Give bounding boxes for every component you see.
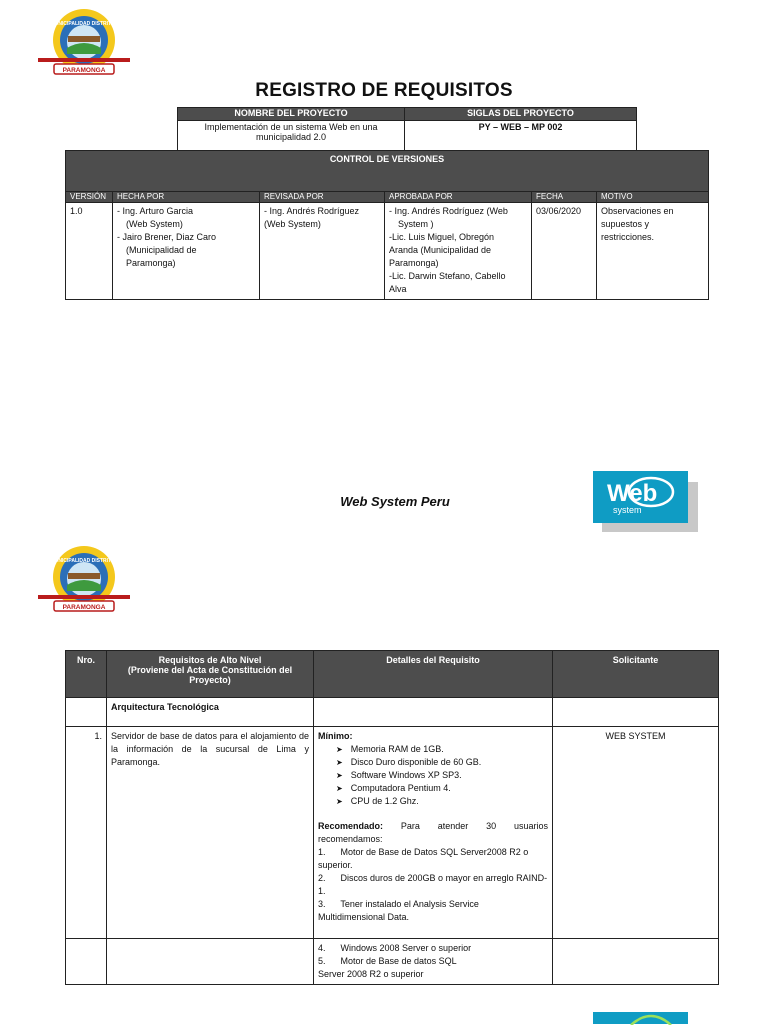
web-system-logo — [593, 471, 688, 523]
list-item: ➤ Computadora Pentium 4. — [336, 782, 548, 795]
continued-item: 5. Motor de Base de datos SQL — [318, 956, 457, 966]
logo-ring-text: MUNICIPALIDAD DISTRITAL — [50, 21, 118, 27]
made-by-line: - Ing. Arturo Garcia — [117, 206, 194, 216]
logo-ring-text: MUNICIPALIDAD DISTRITAL — [50, 558, 118, 564]
approved-by-line: -Lic. Luis Miguel, Obregón — [389, 232, 495, 242]
section-row — [66, 698, 719, 727]
reviewed-by-line: - Ing. Andrés Rodríguez — [264, 206, 360, 216]
minimum-label: Mínimo: — [318, 731, 353, 741]
list-item: ➤ CPU de 1.2 Ghz. — [336, 795, 548, 808]
col-nro: Nro. — [66, 651, 107, 698]
requirement-details — [314, 727, 553, 939]
approved-by-line: Aranda (Municipalidad de — [389, 245, 492, 255]
recommended-label: Recomendado: — [318, 821, 384, 831]
section-label: Arquitectura Tecnológica — [107, 698, 314, 727]
web-system-logo-mark — [593, 471, 688, 523]
brand-small-text: system — [613, 505, 642, 515]
web-system-logo-partial-mark — [593, 1013, 688, 1025]
company-name: Web System Peru — [340, 494, 450, 509]
col-version: VERSIÓN — [66, 192, 113, 203]
continued-item: Server 2008 R2 o superior — [318, 969, 424, 979]
reason-line: restricciones. — [601, 232, 655, 242]
project-code-header: SIGLAS DEL PROYECTO — [405, 108, 637, 121]
continued-item: 4. Windows 2008 Server o superior — [318, 943, 472, 953]
project-code-cell: PY – WEB – MP 002 — [405, 121, 637, 151]
made-by-line: (Municipalidad de — [126, 245, 197, 255]
reason-line: supuestos y — [601, 219, 650, 229]
reviewed-by-cell — [260, 203, 385, 300]
date-cell: 03/06/2020 — [532, 203, 597, 300]
made-by-line: - Jairo Brener, Diaz Caro — [117, 232, 217, 242]
continued-details — [314, 939, 553, 985]
col-high-level-req-line2: (Proviene del Acta de Constitución del Proyecto) — [127, 665, 293, 685]
col-reviewed-by: REVISADA POR — [260, 192, 385, 203]
requirements-table — [65, 650, 719, 985]
municipality-logo-2 — [32, 545, 136, 615]
reason-line: Observaciones en — [601, 206, 674, 216]
logo-band — [38, 58, 130, 62]
reason-cell — [597, 203, 709, 300]
col-high-level-req-line1: Requisitos de Alto Nivel — [158, 655, 262, 665]
version-cell: 1.0 — [66, 203, 113, 300]
approved-by-line: -Lic. Darwin Stefano, Cabello — [389, 271, 506, 281]
web-system-logo-partial — [593, 1012, 688, 1024]
col-date: FECHA — [532, 192, 597, 203]
recommended-item: 3. Tener instalado el Analysis Service Multidimensional Data. — [318, 899, 482, 922]
version-control-table — [65, 150, 709, 300]
reviewed-by-line: (Web System) — [264, 219, 321, 229]
document-title: REGISTRO DE REQUISITOS — [255, 80, 513, 101]
col-reason: MOTIVO — [597, 192, 709, 203]
brand-big-text: Web — [607, 480, 658, 507]
logo-banner-text: PARAMONGA — [62, 604, 106, 611]
made-by-cell — [113, 203, 260, 300]
approved-by-line: - Ing. Andrés Rodríguez (Web — [389, 206, 508, 216]
version-row — [66, 203, 709, 300]
municipality-logo — [32, 8, 136, 78]
version-control-title: CONTROL DE VERSIONES — [66, 151, 709, 192]
project-table — [177, 107, 637, 151]
list-item: ➤ Software Windows XP SP3. — [336, 769, 548, 782]
approved-by-line: System ) — [398, 219, 434, 229]
requirement-number: 1. — [66, 727, 107, 939]
approved-by-line: Paramonga) — [389, 258, 439, 268]
col-made-by: HECHA POR — [113, 192, 260, 203]
col-details: Detalles del Requisito — [314, 651, 553, 698]
requester-cell: WEB SYSTEM — [553, 727, 719, 939]
list-item: ➤ Memoria RAM de 1GB. — [336, 743, 548, 756]
minimum-list — [318, 743, 548, 808]
approved-by-line: Alva — [389, 284, 407, 294]
table-row — [66, 939, 719, 985]
recommended-item: 2. Discos duros de 200GB o mayor en arreglo RAIND-1. — [318, 873, 548, 896]
project-name-cell: Implementación de un sistema Web en una municipalidad 2.0 — [178, 121, 405, 151]
logo-banner-text: PARAMONGA — [62, 67, 106, 74]
col-requester: Solicitante — [553, 651, 719, 698]
recommended-item: 1. Motor de Base de Datos SQL Server2008 R2 o superior. — [318, 847, 531, 870]
col-high-level-req — [107, 651, 314, 698]
made-by-line: (Web System) — [126, 219, 183, 229]
made-by-line: Paramonga) — [126, 258, 176, 268]
approved-by-cell — [385, 203, 532, 300]
project-name-header: NOMBRE DEL PROYECTO — [178, 108, 405, 121]
logo-band — [38, 595, 130, 599]
table-row — [66, 727, 719, 939]
requirement-text: Servidor de base de datos para el alojamiento de la información de la sucursal de Lima y Paramonga. — [107, 727, 314, 939]
recommended-block — [318, 820, 548, 846]
recommended-intro: Para atender 30 usuarios recomendamos: — [318, 821, 548, 844]
col-approved-by: APROBADA POR — [385, 192, 532, 203]
list-item: ➤ Disco Duro disponible de 60 GB. — [336, 756, 548, 769]
